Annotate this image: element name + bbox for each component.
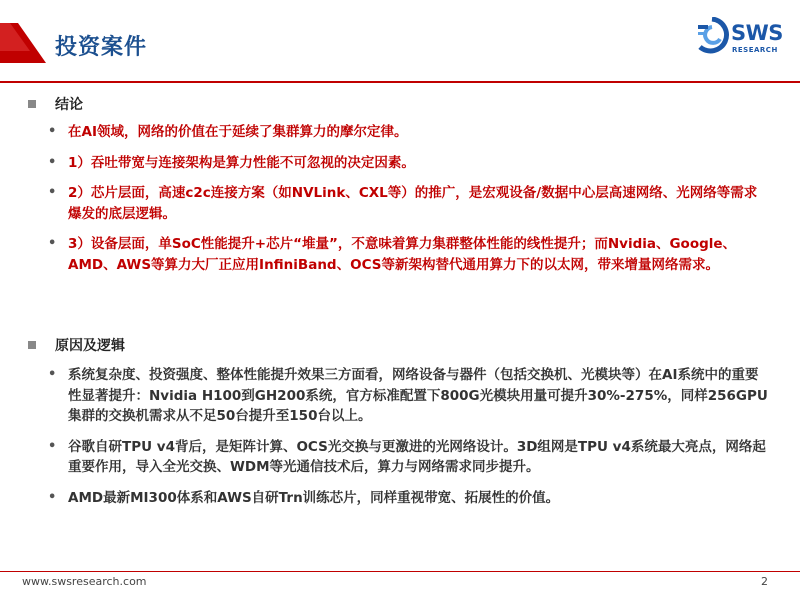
footer-divider [0,571,800,572]
logo-wordmark: SWS [731,21,783,45]
logo-subtext: RESEARCH [732,46,778,54]
section-title: 结论 [55,97,83,113]
bullet-dot-icon: • [48,438,57,454]
sws-research-logo [694,17,783,61]
list-item: • AMD最新MI300体系和AWS自研Trn训练芯片，同样重视带宽、拓展性的价值。 [68,488,768,509]
list-item: • 1）吞吐带宽与连接架构是算力性能不可忽视的决定因素。 [68,153,768,174]
section-heading [28,95,83,113]
square-bullet-icon [28,100,36,108]
bullet-dot-icon: • [48,236,57,251]
list-item: • 系统复杂度、投资强度、整体性能提升效果三方面看，网络设备与器件（包括交换机、光模块等）在AI系统中的重要性显著提升：Nvidia H100到GH200系统，官方标准配置下800G光模块用量可提升30%-275%，同样256GPU集群的交换机需求从不足50台提升至150台以上。 [48,367,768,424]
sws-logo-icon [694,17,730,57]
reasons-list [48,365,768,508]
list-item: • 3）设备层面，单SoC性能提升+芯片“堆量”，不意味着算力集群整体性能的线性提升；而Nvidia、Google、AMD、AWS等算力大厂正应用InfiniBand、OCS等新架构替代通用算力下的以太网，带来增量网络需求。 [48,236,737,273]
section-conclusion [28,95,83,113]
list-item: • 谷歌自研TPU v4背后，是矩阵计算、OCS光交换与更激进的光网络设计。3D组网是TPU v4系统最大亮点，网络起重要作用，导入全光交换、WDM等光通信技术后，算力与网络需求同步提升。 [48,438,766,475]
title-accent-shape [0,23,46,63]
bullet-dot-icon: • [48,185,57,200]
square-bullet-icon [28,341,36,349]
bullet-dot-icon: • [48,124,57,139]
section-reasons [28,336,125,354]
list-item: • 2）芯片层面，高速c2c连接方案（如NVLink、CXL等）的推广，是宏观设备/数据中心层高速网络、光网络等需求爆发的底层逻辑。 [48,185,758,222]
footer-url: www.swsresearch.com [22,575,147,588]
page-number: 2 [761,575,768,588]
conclusion-list [48,122,768,275]
section-title: 原因及逻辑 [55,338,125,354]
list-item: • 在AI领域，网络的价值在于延续了集群算力的摩尔定律。 [68,122,768,143]
bullet-dot-icon: • [48,367,57,382]
bullet-dot-icon: • [48,489,57,505]
slide-title: 投资案件 [55,35,148,60]
title-divider [0,81,800,83]
section-heading [28,336,125,354]
bullet-dot-icon: • [48,154,57,170]
